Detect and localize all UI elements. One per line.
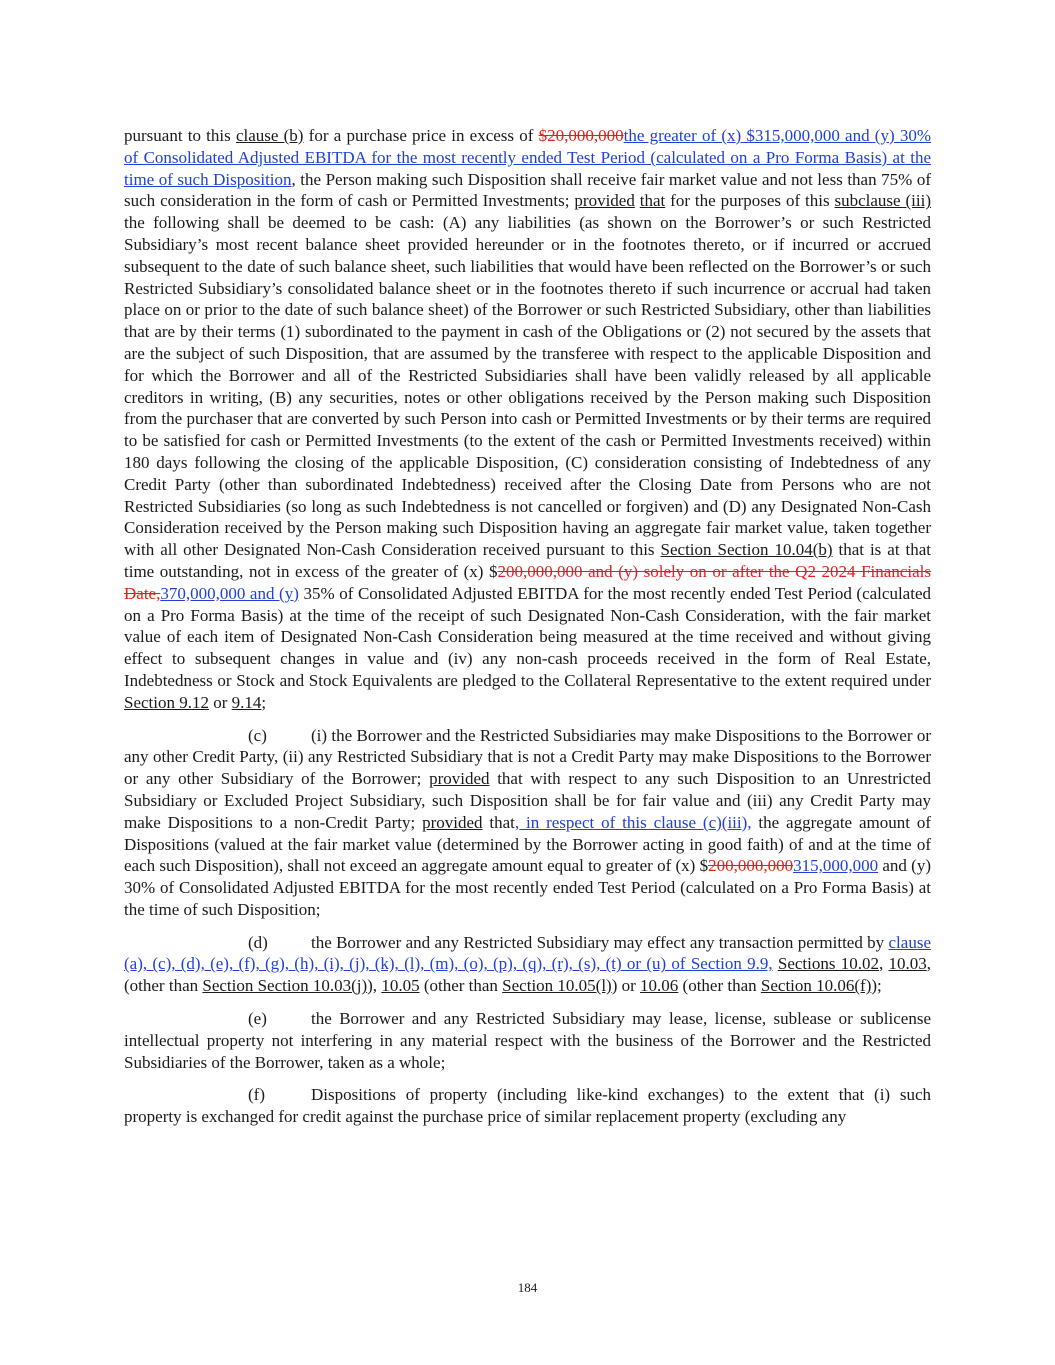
document-page bbox=[124, 125, 931, 1139]
text-run: 35% of Consolidated Adjusted EBITDA for the most recently ended Test Period (calculated on a Pro Forma Basis) at the time of the receipt of such Designated Non-Cash Consideration, with the fair market value of each item of Designated Non-Cash Consideration being measured at the time received and without giving effect to subsequent changes in value and (iv) any non-cash proceeds received in the form of Real Estate, Indebtedness or Stock and Stock Equivalents are pledged to the Collateral Representative to the extent required under bbox=[124, 583, 931, 690]
paragraph-b-continuation bbox=[124, 125, 931, 714]
text-run: for the purposes of this bbox=[665, 191, 835, 211]
clause-label: (e) bbox=[248, 1009, 267, 1029]
text-run: , bbox=[879, 954, 889, 974]
text-run: or bbox=[209, 692, 232, 712]
clause-label: (d) bbox=[248, 932, 268, 952]
text-run: ) or bbox=[611, 976, 641, 996]
underlined-reference: Section Section 10.04(b) bbox=[660, 540, 833, 560]
text-run: pursuant to this bbox=[124, 126, 236, 145]
underlined-reference: 10.03 bbox=[888, 954, 927, 974]
clause-label: (c) bbox=[248, 725, 267, 745]
underlined-reference: provided bbox=[574, 191, 635, 211]
text-run: ; bbox=[261, 692, 267, 712]
paragraph-f bbox=[124, 1084, 931, 1128]
paragraph-c bbox=[124, 725, 931, 921]
underlined-reference: Section 10.06(f) bbox=[760, 976, 872, 996]
text-run: (other than bbox=[678, 976, 761, 996]
text-run: the Borrower and any Restricted Subsidiary may lease, license, sublease or sublicense intellectual property not interfering in any material respect with the business of the Borrower and the Restricted Subsidiaries of the Borrower, taken as a whole; bbox=[124, 1009, 931, 1072]
inserted-text: clause (a), (c), (d), (e), (f), (g), (h), (i), (j), (k), (l), (m), (o), (p), (q), (r), (s), (t) or (u) of Section 9.9, bbox=[124, 932, 931, 974]
text-run: that bbox=[482, 812, 515, 832]
deleted-text: $20,000,000 bbox=[538, 126, 624, 145]
text-run: ), bbox=[367, 976, 382, 996]
underlined-reference: Section 9.12 bbox=[124, 692, 209, 712]
text-run: (i) the Borrower and the Restricted Subsidiaries may make Dispositions to the Borrower or any other Credit Party, (ii) any Restricted Subsidiary that is not a Credit Party may make Dispositions to the Borrower or any other Subsidiary of the Borrower; bbox=[124, 725, 931, 789]
inserted-text: the greater of (x) $315,000,000 and (y) 30% of Consolidated Adjusted EBITDA for the most recently ended Test Period (calculated on a Pro Forma Basis) at the time of such Disposition bbox=[124, 126, 931, 189]
text-run: (other than bbox=[419, 976, 503, 996]
text-run: for a purchase price in excess of bbox=[303, 126, 539, 145]
paragraph-d bbox=[124, 932, 931, 997]
inserted-text: 315,000,000 bbox=[793, 856, 879, 876]
text-run: Dispositions of property (including like-kind exchanges) to the extent that (i) such property is exchanged for credit against the purchase price of similar replacement property (excluding any bbox=[124, 1085, 931, 1127]
underlined-reference: Section 10.05(l) bbox=[502, 976, 612, 996]
deleted-text: 200,000,000 and (y) solely on or after the Q2 2024 Financials Date, bbox=[124, 561, 931, 603]
text-run: , (other than bbox=[124, 954, 932, 996]
underlined-reference: Section Section 10.03(j) bbox=[202, 976, 368, 996]
text-run: the Borrower and any Restricted Subsidiary may effect any transaction permitted by bbox=[311, 932, 889, 952]
text-run: that with respect to any such Disposition to an Unrestricted Subsidiary or Excluded Project Subsidiary, such Disposition shall be for fair value and (iii) any Credit Party may make Dispositions to a non-Credit Party; bbox=[124, 769, 931, 832]
underlined-reference: 9.14 bbox=[231, 692, 262, 712]
underlined-reference: provided bbox=[422, 812, 483, 832]
deleted-text: 200,000,000 bbox=[708, 856, 794, 876]
underlined-reference: subclause (iii) bbox=[834, 191, 931, 211]
underlined-reference: that bbox=[639, 191, 666, 211]
page-number: 184 bbox=[517, 1280, 538, 1295]
paragraph-e bbox=[124, 1008, 931, 1073]
text-run: the following shall be deemed to be cash: (A) any liabilities (as shown on the Borrower’s or such Restricted Subsidiary’s most recent balance sheet provided hereunder or in the footnotes thereto, or if incurred or accrued subsequent to the date of such balance sheet, such liabilities that would have been reflected on the Borrower’s or such Restricted Subsidiary’s consolidated balance sheet or in the footnotes thereto if such incurrence or accrual had taken place on or prior to the date of such balance sheet) of the Borrower or such Restricted Subsidiary, other than liabilities that are by their terms (1) subordinated to the payment in cash of the Obligations or (2) not secured by the assets that are the subject of such Disposition, that are assumed by the transferee with respect to the applicable Disposition and for which the Borrower and all of the Restricted Subsidiaries shall have been validly released by all applicable creditors in writing, (B) any securities, notes or other obligations received by the Person making such Disposition from the purchaser that are converted by such Person into cash or Permitted Investments or by their terms are required to be satisfied for cash or Permitted Investments (to the extent of the cash or Permitted Investments received) within 180 days following the closing of the applicable Disposition, (C) consideration consisting of Indebtedness of any Credit Party (other than subordinated Indebtedness) received after the Closing Date from Persons who are not Restricted Subsidiaries (so long as such Indebtedness is not cancelled or forgiven) and (D) any Designated Non-Cash Consideration received by the Person making such Disposition having an aggregate fair market value, taken together with all other Designated Non-Cash Consideration received pursuant to this bbox=[124, 213, 931, 560]
clause-label: (f) bbox=[248, 1085, 265, 1105]
inserted-text: 370,000,000 and (y) bbox=[160, 583, 299, 603]
underlined-reference: 10.06 bbox=[640, 976, 679, 996]
text-run: ); bbox=[871, 976, 882, 996]
underlined-reference: 10.05 bbox=[381, 976, 420, 996]
text-run: the aggregate amount of Dispositions (valued at the fair market value (determined by the Borrower acting in good faith) of and at the time of each such Disposition), shall not exceed an aggregate amount equal to greater of (x) $ bbox=[124, 812, 931, 876]
underlined-reference: clause (b) bbox=[235, 126, 304, 145]
text-run: , the Person making such Disposition shall receive fair market value and not less than 75% of such consideration in the form of cash or Permitted Investments; bbox=[124, 169, 931, 211]
text-run: and (y) 30% of Consolidated Adjusted EBITDA for the most recently ended Test Period (calculated on a Pro Forma Basis) at the time of such Disposition; bbox=[124, 856, 931, 919]
text-run: that is at that time outstanding, not in excess of the greater of (x) $ bbox=[124, 540, 931, 581]
underlined-reference: Sections 10.02 bbox=[777, 954, 879, 974]
underlined-reference: provided bbox=[429, 769, 490, 789]
inserted-text: , in respect of this clause (c)(iii), bbox=[514, 812, 752, 832]
